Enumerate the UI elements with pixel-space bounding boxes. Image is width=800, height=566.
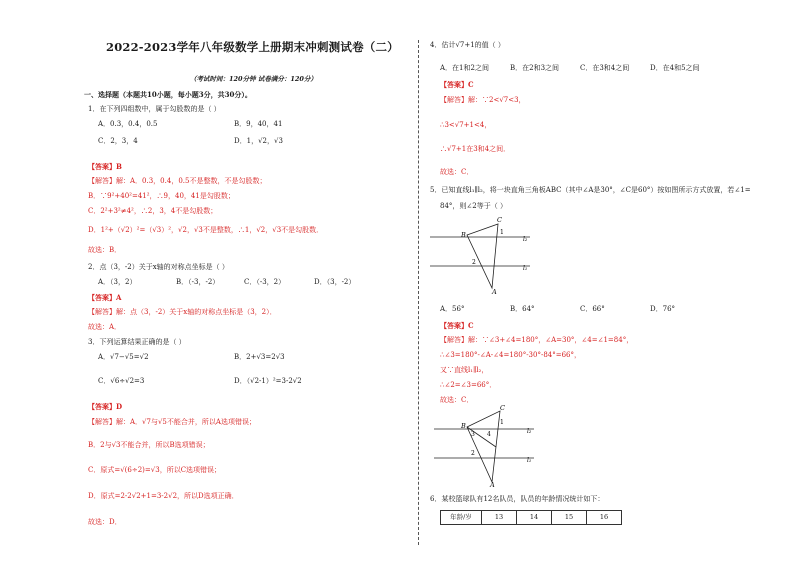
q4-explain-4: 故选：C． <box>440 168 474 176</box>
q4-option-c: C．在3和4之间 <box>580 64 630 72</box>
page-title: 2022-2023学年八年级数学上册期末冲刺测试卷（二） <box>106 40 399 54</box>
q4-option-d: D．在4和5之间 <box>650 64 700 72</box>
label-b: B <box>461 422 466 430</box>
q4-stem: 4．估计√7+1的值（ ） <box>430 41 505 49</box>
table-cell: 15 <box>552 511 587 525</box>
q3-explain-4: D．原式=2-2√2+1=3-2√2，所以D选项正确． <box>88 492 239 500</box>
q2-option-b: B．（-3，-2） <box>176 278 220 286</box>
q1-option-b: B．9，40，41 <box>234 120 283 128</box>
table-cell: 年龄/岁 <box>441 511 482 525</box>
q5-explain-4: ∴∠2=∠3=66°． <box>440 381 497 389</box>
q2-answer: 【答案】A <box>88 293 122 302</box>
label-b: B <box>461 231 466 239</box>
q3-option-d: D．（√2-1）²=3-2√2 <box>234 377 302 385</box>
page-subtitle: （考试时间：120分钟 试卷满分：120分） <box>190 75 317 83</box>
table-cell: 13 <box>482 511 517 525</box>
q5-figure-2 <box>434 402 544 487</box>
q4-option-a: A．在1和2之间 <box>440 64 489 72</box>
triangle-abc <box>467 224 498 288</box>
label-c: C <box>497 216 502 224</box>
q3-option-b: B．2+√3=2√3 <box>234 353 285 361</box>
label-angle-3: 3 <box>471 431 475 438</box>
table-cell: 16 <box>587 511 622 525</box>
q4-explain-2: ∴3<√7+1<4， <box>440 121 492 129</box>
q2-explain-2: 故选：A． <box>88 323 122 331</box>
q5-option-a: A．56° <box>440 305 465 313</box>
q5-explain-2: ∴∠3=180°-∠A-∠4=180°-30°-84°=66°， <box>440 351 582 359</box>
table-cell: 14 <box>517 511 552 525</box>
q4-explain-3: ∴√7+1在3和4之间． <box>440 145 511 153</box>
q5-option-b: B．64° <box>510 305 535 313</box>
label-angle-2: 2 <box>471 450 475 457</box>
q3-explain-3: C．原式=√(6÷2)=√3，所以C选项错误； <box>88 466 222 474</box>
label-a: A <box>492 288 497 295</box>
q5-option-c: C．66° <box>580 305 605 313</box>
q3-answer: 【答案】D <box>88 402 123 411</box>
q1-explain-2: B．∵9²+40²=41²，∴9，40，41是勾股数； <box>88 192 235 200</box>
label-l1: l₁ <box>527 457 532 464</box>
q5-explain-1: 【解答】解：∵∠3+∠4=180°，∠A=30°，∠4=∠1=84°， <box>440 336 634 344</box>
q3-stem: 3．下列运算结果正确的是（ ） <box>88 338 186 346</box>
label-l2: l₂ <box>527 428 532 435</box>
q6-age-table <box>440 510 622 525</box>
label-angle-1: 1 <box>500 419 504 426</box>
label-angle-1: 1 <box>500 229 504 236</box>
q1-option-a: A．0.3，0.4，0.5 <box>98 120 158 128</box>
q4-option-b: B．在2和3之间 <box>510 64 560 72</box>
q5-figure-1 <box>430 210 540 295</box>
q5-stem-1: 5．已知直线l₁∥l₂，将一块直角三角板ABC（其中∠A是30°，∠C是60°）按如图所示方式放置，若∠1= <box>430 186 751 194</box>
q2-option-a: A．（3，2） <box>98 278 137 286</box>
q1-answer: 【答案】B <box>88 162 122 171</box>
q2-explain-1: 【解答】解：点（3，-2）关于x轴的对称点坐标是（3，2）． <box>88 308 277 316</box>
q1-explain-3: C．2²+3²≠4²，∴2，3，4不是勾股数； <box>88 207 218 215</box>
label-a: A <box>490 481 495 487</box>
q2-option-c: C．（-3，2） <box>244 278 286 286</box>
q1-option-c: C．2，3，4 <box>98 137 138 145</box>
q1-explain-4: D．1²+（√2）²=（√3）²，√2，√3不是整数，∴1，√2，√3不是勾股数． <box>88 226 324 234</box>
q1-explain-5: 故选：B． <box>88 246 122 254</box>
q3-explain-1: 【解答】解：A．√7与√5不能合并，所以A选项错误； <box>88 418 256 426</box>
column-divider <box>418 40 419 545</box>
q3-option-c: C．√6÷√2=3 <box>98 377 145 385</box>
q3-explain-5: 故选：D． <box>88 518 122 526</box>
label-angle-4: 4 <box>487 431 491 438</box>
q4-explain-1: 【解答】解：∵2<√7<3， <box>440 96 526 104</box>
q5-explain-3: 又∵直线l₁∥l₂， <box>440 366 489 374</box>
q1-stem: 1．在下列四组数中，属于勾股数的是（ ） <box>88 105 221 113</box>
label-l1: l₁ <box>523 265 528 272</box>
q3-explain-2: B．2与√3不能合并，所以B选项错误； <box>88 441 210 449</box>
q5-answer: 【答案】C <box>440 321 474 330</box>
label-angle-2: 2 <box>472 259 476 266</box>
table-row <box>441 511 622 525</box>
q1-explain-1: 【解答】解：A．0.3，0.4，0.5不是整数，不是勾股数； <box>88 177 267 185</box>
q1-option-d: D．1，√2，√3 <box>234 137 283 145</box>
q4-answer: 【答案】C <box>440 80 474 89</box>
q5-explain-5: 故选：C． <box>440 396 474 404</box>
q5-option-d: D．76° <box>650 305 676 313</box>
label-l2: l₂ <box>523 236 528 243</box>
q3-option-a: A．√7−√5=√2 <box>98 353 149 361</box>
q5-stem-2: 84°，则∠2等于（ ） <box>440 202 507 210</box>
q6-stem: 6．某校篮球队有12名队员，队员的年龄情况统计如下： <box>430 495 605 503</box>
q2-option-d: D．（3，-2） <box>314 278 356 286</box>
section-heading: 一、选择题（本题共10小题，每小题3分，共30分）。 <box>84 90 252 99</box>
label-c: C <box>500 404 505 412</box>
q2-stem: 2．点（3，-2）关于x轴的对称点坐标是（ ） <box>88 263 229 271</box>
